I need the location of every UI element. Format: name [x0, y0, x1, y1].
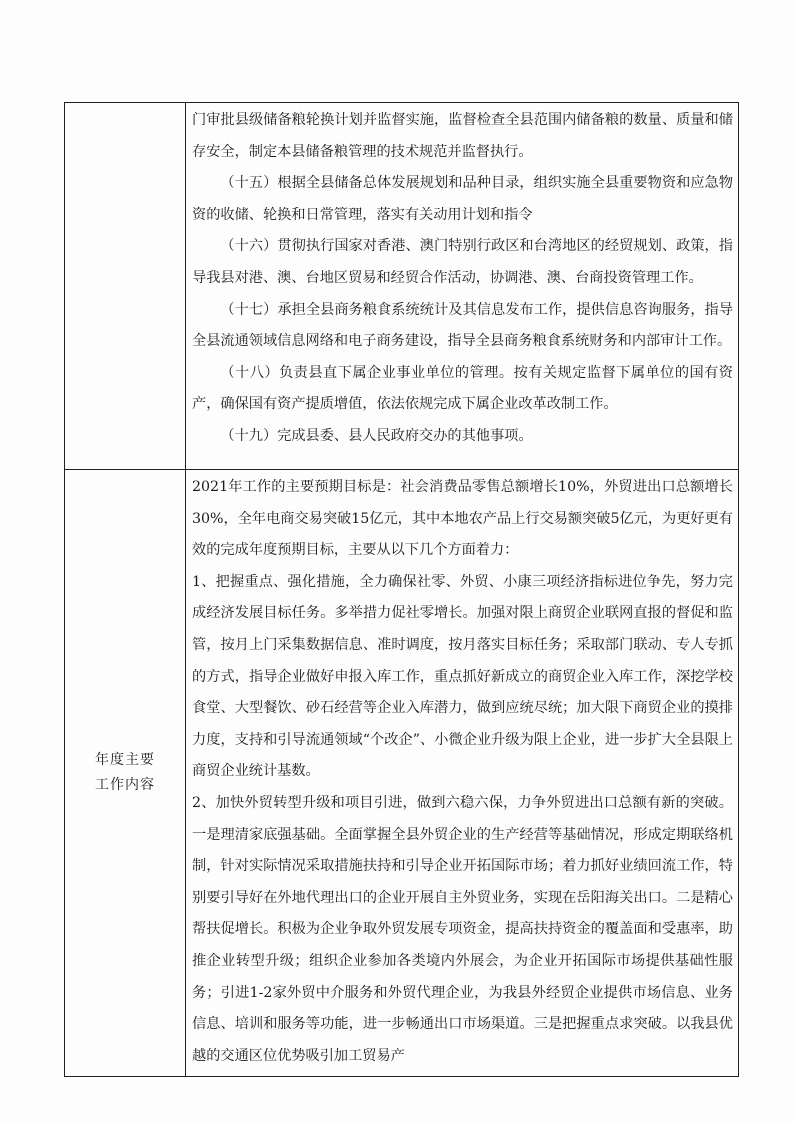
paragraph: 门审批县级储备粮轮换计划并监督实施，监督检查全县范围内储备粮的数量、质量和储存安全，制定本县储备粮管理的技术规范并监督执行。	[192, 112, 733, 160]
paragraph: （十八）负责县直下属企业事业单位的管理。按有关规定监督下属单位的国有资产，确保国有资产提质增值，依法依规完成下属企业改革改制工作。	[192, 364, 733, 413]
table-row-annual-work	[65, 470, 739, 1077]
paragraph: （十五）根据全县储备总体发展规划和品种目录，组织实施全县重要物资和应急物资的收储、轮换和日常管理，落实有关动用计划和指令	[192, 175, 733, 223]
paragraph: 1、把握重点、强化措施，全力确保社零、外贸、小康三项经济指标进位争先，努力完成经济发展目标任务。多举措力促社零增长。加强对限上商贸企业联网直报的督促和监管，按月上门采集数据信息、准时调度，按月落实目标任务；采取部门联动、专人专抓的方式，指导企业做好申报入库工作，重点抓好新成立的商贸企业入库工作，深挖学校食堂、大型餐饮、砂石经营等企业入库潜力，做到应统尽统；加大限下商贸企业的摸排力度，支持和引导流通领域“个改企”、小微企业升级为限上企业，进一步扩大全县限上商贸企业统计基数。	[192, 573, 733, 780]
label-line: 工作内容	[95, 777, 155, 794]
annual-work-text	[186, 470, 738, 1076]
paragraph: （十六）贯彻执行国家对香港、澳门特别行政区和台湾地区的经贸规划、政策，指导我县对港、澳、台地区贸易和经贸合作活动，协调港、澳、台商投资管理工作。	[192, 238, 733, 286]
paragraph: 2021年工作的主要预期目标是：社会消费品零售总额增长10%，外贸进出口总额增长30%，全年电商交易突破15亿元，其中本地农产品上行交易额突破5亿元，为更好更有效的完成年度预期目标，主要从以下几个方面着力：	[192, 479, 733, 559]
paragraph: （十七）承担全县商务粮食系统统计及其信息发布工作，提供信息咨询服务，指导全县流通领域信息网络和电子商务建设，指导全县商务粮食系统财务和内部审计工作。	[192, 301, 733, 350]
row-label-cell-empty	[65, 103, 186, 470]
row-content-cell-annual-work	[186, 470, 739, 1077]
table-row-duties	[65, 103, 739, 470]
duties-text	[186, 103, 738, 457]
paragraph: 2、加快外贸转型升级和项目引进，做到六稳六保，力争外贸进出口总额有新的突破。一是理清家底强基础。全面掌握全县外贸企业的生产经营等基础情况，形成定期联络机制，针对实际情况采取措施扶持和引导企业开拓国际市场；着力抓好业绩回流工作，特别要引导好在外地代理出口的企业开展自主外贸业务，实现在岳阳海关出口。二是精心帮扶促增长。积极为企业争取外贸发展专项资金，提高扶持资金的覆盖面和受惠率，助推企业转型升级；组织企业参加各类境内外展会，为企业开拓国际市场提供基础性服务；引进1-2家外贸中介服务和外贸代理企业，为我县外经贸企业提供市场信息、业务信息、培训和服务等功能，进一步畅通出口市场渠道。三是把握重点求突破。以我县优越的交通区位优势吸引加工贸易产	[192, 794, 733, 1064]
label-line: 年度主要	[95, 752, 155, 769]
row-label-cell-annual-work	[65, 470, 186, 1077]
work-content-table	[64, 102, 739, 1077]
row-label-annual-work	[65, 748, 185, 798]
paragraph: （十九）完成县委、县人民政府交办的其他事项。	[220, 427, 533, 444]
row-content-cell-duties	[186, 103, 739, 470]
